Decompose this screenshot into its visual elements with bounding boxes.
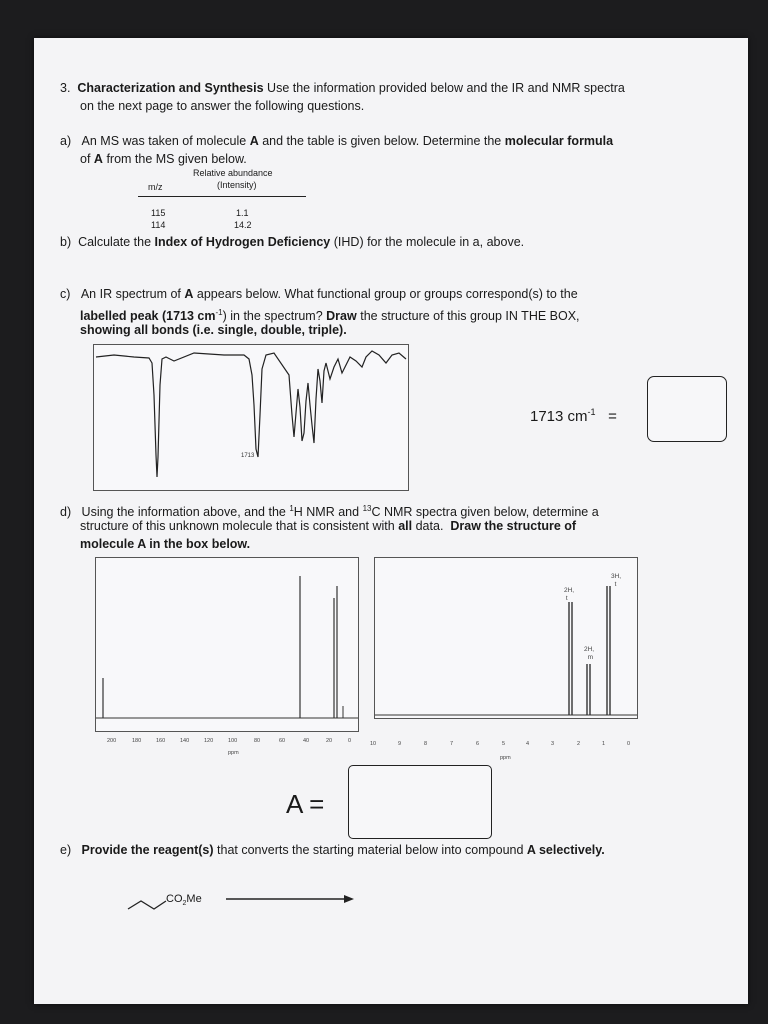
ms-row1-intensity: 1.1 bbox=[236, 208, 249, 218]
part-c-line1: c) An IR spectrum of A appears below. What functional group or groups correspond(s) to the bbox=[60, 287, 578, 301]
part-c-line3: showing all bonds (i.e. single, double, triple). bbox=[80, 323, 347, 337]
ir-spectrum bbox=[93, 344, 409, 491]
h1-tick: 4 bbox=[526, 741, 530, 747]
h1-tick: 2 bbox=[577, 741, 581, 747]
ir-answer-box[interactable] bbox=[647, 376, 727, 442]
question-header: 3. Characterization and Synthesis Use the information provided below and the IR and NMR spectra bbox=[60, 81, 625, 95]
ms-col2-header-2: (Intensity) bbox=[217, 180, 257, 190]
h1-axis-unit: ppm bbox=[500, 755, 511, 761]
ir-peak-label: 1713 bbox=[241, 453, 255, 459]
part-e: e) Provide the reagent(s) that converts the starting material below into compound A selectively. bbox=[60, 843, 605, 857]
c13-tick: 20 bbox=[326, 738, 333, 744]
c13-axis-unit: ppm bbox=[228, 750, 239, 756]
question-intro: on the next page to answer the following questions. bbox=[80, 99, 365, 113]
part-b: b) Calculate the Index of Hydrogen Deficiency (IHD) for the molecule in a, above. bbox=[60, 235, 525, 249]
ir-answer-label: 1713 $cm^{-1}$ = bbox=[530, 407, 617, 425]
ms-table-rule bbox=[138, 196, 306, 197]
c13-tick: 160 bbox=[156, 738, 166, 744]
h1-tick: 10 bbox=[370, 741, 377, 747]
ir-spectrum-trace bbox=[94, 345, 408, 490]
h1-nmr-spectrum bbox=[374, 557, 638, 719]
structure-a-label: A = bbox=[286, 789, 325, 819]
c13-tick: 140 bbox=[180, 738, 190, 744]
c13-nmr-peaks bbox=[96, 558, 358, 731]
h1-tick: 6 bbox=[476, 741, 480, 747]
c13-nmr-spectrum bbox=[95, 557, 359, 732]
h1-tick: 7 bbox=[450, 741, 454, 747]
h1-tick: 1 bbox=[602, 741, 606, 747]
ms-col1-header: m/z bbox=[148, 182, 163, 192]
c13-tick: 60 bbox=[279, 738, 286, 744]
part-d-line1: d) Using the information above, and the $^1$H NMR and $^{13}$C NMR spectra given below, determine a bbox=[60, 504, 599, 520]
c13-tick: 200 bbox=[107, 738, 117, 744]
h1-label-2h-t: 2H, t bbox=[564, 587, 575, 602]
h1-tick: 8 bbox=[424, 741, 428, 747]
h1-label-3h: 3H, t bbox=[611, 573, 622, 588]
h1-tick: 0 bbox=[627, 741, 631, 747]
c13-tick: 40 bbox=[303, 738, 310, 744]
c13-tick: 100 bbox=[228, 738, 238, 744]
ms-row2-intensity: 14.2 bbox=[234, 220, 252, 230]
c13-tick: 80 bbox=[254, 738, 261, 744]
c13-tick: 120 bbox=[204, 738, 214, 744]
reaction-arrow-icon bbox=[226, 893, 356, 905]
part-a-line2: of A from the MS given below. bbox=[80, 152, 247, 166]
structure-a-answer-box[interactable] bbox=[348, 765, 492, 839]
part-a-line1: a) An MS was taken of molecule A and the table is given below. Determine the molecular formula bbox=[60, 134, 614, 148]
ms-row2-mz: 114 bbox=[151, 220, 166, 230]
h1-tick: 3 bbox=[551, 741, 555, 747]
ms-row1-mz: 115 bbox=[151, 208, 166, 218]
ms-col2-header: Relative abundance bbox=[193, 168, 273, 178]
h1-label-2h-m: 2H, m bbox=[584, 646, 595, 661]
part-d-line3: molecule A in the box below. bbox=[80, 537, 251, 551]
c13-tick: 180 bbox=[132, 738, 142, 744]
h1-tick: 5 bbox=[502, 741, 506, 747]
h1-nmr-peaks bbox=[375, 558, 637, 718]
h1-tick: 9 bbox=[398, 741, 402, 747]
part-c-line2: labelled peak (1713 $cm^{-1}$) in the spectrum? Draw the structure of this group IN THE BOX, bbox=[80, 308, 580, 324]
part-d-line2: structure of this unknown molecule that is consistent with all data. Draw the structure of bbox=[80, 519, 577, 533]
reactant-ester-label: $CO_2Me$ bbox=[166, 893, 202, 908]
c13-tick: 0 bbox=[348, 738, 352, 744]
